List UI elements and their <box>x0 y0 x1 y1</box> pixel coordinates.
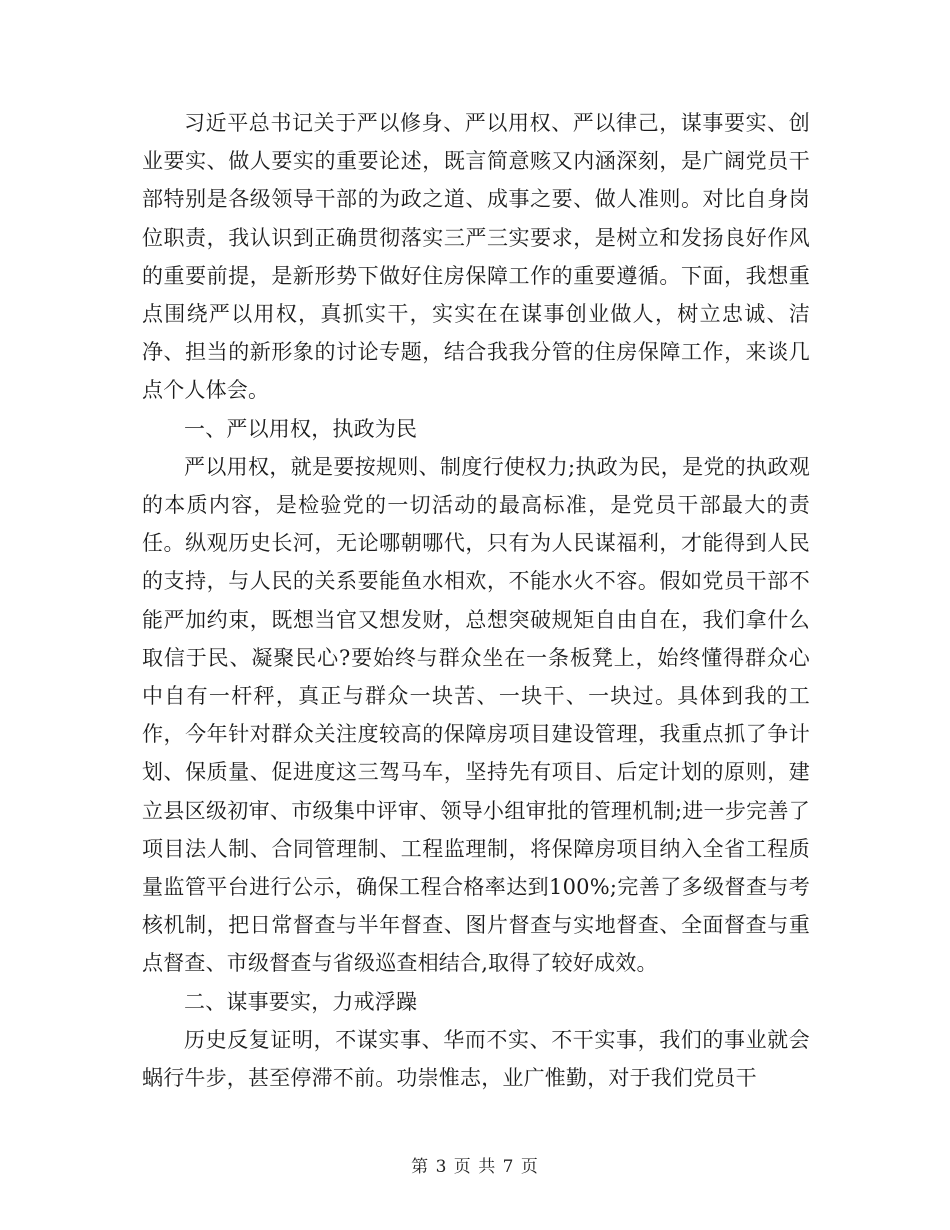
intro-paragraph: 习近平总书记关于严以修身、严以用权、严以律己，谋事要实、创业要实、做人要实的重要论述，既言简意赅又内涵深刻，是广阔党员干部特别是各级领导干部的为政之道、成事之要、做人准则。对比自身岗位职责，我认识到正确贯彻落实三严三实要求，是树立和发扬良好作风的重要前提，是新形势下做好住房保障工作的重要遵循。下面，我想重点围绕严以用权，真抓实干，实实在在谋事创业做人，树立忠诚、洁净、担当的新形象的讨论专题，结合我我分管的住房保障工作，来谈几点个人体会。 <box>142 111 810 403</box>
page-number-footer: 第 3 页 共 7 页 <box>411 1157 539 1177</box>
document-body <box>142 104 810 1097</box>
section-1-paragraph: 严以用权，就是要按规则、制度行使权力;执政为民，是党的执政观的本质内容，是检验党的一切活动的最高标准，是党员干部最大的责任。纵观历史长河，无论哪朝哪代，只有为人民谋福利，才能得到人民的支持，与人民的关系要能鱼水相欢，不能水火不容。假如党员干部不能严加约束，既想当官又想发财，总想突破规矩自由自在，我们拿什么取信于民、凝聚民心?要始终与群众坐在一条板凳上，始终懂得群众心中自有一杆秤，真正与群众一块苦、一块干、一块过。具体到我的工作，今年针对群众关注度较高的保障房项目建设管理，我重点抓了争计划、保质量、促进度这三驾马车，坚持先有项目、后定计划的原则，建立县区级初审、市级集中评审、领导小组审批的管理机制;进一步完善了项目法人制、合同管理制、工程监理制，将保障房项目纳入全省工程质量监管平台进行公示，确保工程合格率达到100%;完善了多级督查与考核机制，把日常督查与半年督查、图片督查与实地督查、全面督查与重点督查、市级督查与省级巡查相结合,取得了较好成效。 <box>142 454 810 976</box>
section-heading-1: 一、严以用权，执政为民 <box>184 416 418 441</box>
section-heading-2: 二、谋事要实，力戒浮躁 <box>184 989 418 1014</box>
section-2-paragraph: 历史反复证明，不谋实事、华而不实、不干实事，我们的事业就会蜗行牛步，甚至停滞不前。功崇惟志，业广惟勤，对于我们党员干 <box>142 1027 810 1091</box>
